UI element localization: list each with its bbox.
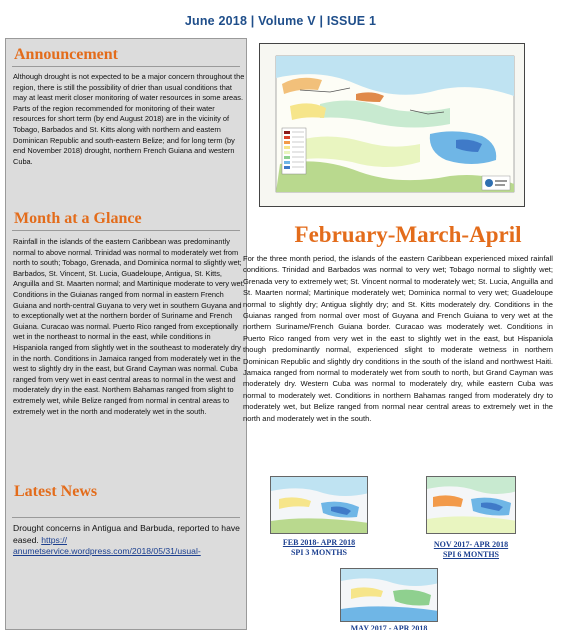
main-section-title: February-March-April (294, 222, 522, 247)
caption-index: SPI 6 MONTHS (442, 550, 499, 559)
divider (12, 66, 240, 67)
announcement-body: Although drought is not expected to be a major concern throughout the region, there is still the possibility of drier than usual conditions that may at least merit closer monitoring of water resources in some areas. Parts of the region recommended for monitoring of their water resources for short term (by end August 2018) are in the vicinity of Tobago, Barbados and St. Kitts along with northern and eastern Dominican Republic and south-eastern Belize; and for long term (by end November 2018) drought, northern French Guiana and western Cuba. (13, 72, 245, 166)
news-title: Latest News (14, 483, 98, 500)
spi-12-month-map (340, 568, 438, 622)
news-text: Drought concerns in Antigua and Barbuda, reported to have eased. (13, 523, 240, 545)
caption-spi-3 (262, 538, 376, 558)
divider (12, 230, 240, 231)
glance-body: Rainfall in the islands of the eastern Caribbean was predominantly normal to above normal. Trinidad was normal to moderately wet from north to south; Tobago, Grenada, and Dominica normal to slightly wet; Barbados, St. Vincent, St. Lucia, Guadeloupe, Antigua, St. Kitts, Anguilla and St. Maarten normal; and Martinique moderate to very wet. Conditions in the Guianas ranged from normal in eastern French Guiana and north-central Guyana to very wet in southern Guyana and to exceptionally wet at the northern border of Suriname and French Guiana. Curacao was normal. Puerto Rico ranged from exceptionally wet in the northeast to normal in the east, while conditions in Hispaniola ranged from slightly wet in the southeast to moderately dry in the north. Conditions in Jamaica ranged from moderately wet in the west to slightly dry in the east, but Grand Cayman was normal. Cuba ranged from very wet in east central areas to normal in the west and moderately dry in the east. Northern Bahamas ranged from slight to extremely wet, while Belize ranged from normal in central areas to extremely wet in the north and moderately wet in the south. (13, 237, 245, 416)
news-link[interactable]: anumetservice.wordpress.com/2018/05/31/usual- (13, 546, 201, 556)
spi-3-month-map (270, 476, 368, 534)
news-item (13, 523, 245, 558)
caption-period: NOV 2017- APR 2018 (433, 540, 509, 549)
caption-period: FEB 2018- APR 2018 (282, 538, 356, 547)
main-section-body: For the three month period, the islands of the eastern Caribbean experienced mixed rainfall conditions. Trinidad and Barbados was normal to very wet; Tobago normal to slightly wet; Grenada very to extremely wet; St. Vincent normal to moderately wet; St. Lucia, Anguilla and St. Maarten normal; Martinique moderately wet; Dominica normal to very wet; Guadeloupe normal to slightly dry; Antigua slightly dry; and St. Kitts moderately dry. Conditions in the Guianas ranged from normal over most of Guyana and French Guiana to very wet at the northern Suriname/French Guiana border. Curacao was moderately wet. Conditions in Puerto Rico ranged from very wet in the east to slightly wet in the east, but Hispaniola though predominantly normal, experienced slight to moderate wetness in northern Dominican Republic and slightly dry conditions in the south of the island and northwest Haiti. Jamaica ranged from normal to moderately wet from south to north, but Grand Cayman was moderately dry. Western Cuba was normal to moderately dry, while eastern Cuba was normal to moderately wet. Conditions in northern Bahamas ranged from moderately dry to moderately wet, but Belize ranged from normal near central areas to extremely wet in the north and moderately wet in the south. (243, 254, 553, 423)
thumbnail-map-image (427, 477, 516, 534)
caption-period: MAY 2017 - APR 2018 (350, 624, 428, 630)
sidebar-panel (5, 38, 247, 630)
thumbnail-map-image (341, 569, 438, 622)
glance-title: Month at a Glance (14, 210, 142, 227)
newsletter-header (0, 0, 561, 38)
divider (12, 517, 240, 518)
thumbnail-map-image (271, 477, 368, 534)
issue-line: June 2018 | Volume V | ISSUE 1 (184, 14, 377, 28)
spi-map-figure (259, 43, 525, 207)
announcement-title: Announcement (14, 46, 119, 63)
caption-index: SPI 3 MONTHS (290, 548, 347, 557)
spi-6-month-map (426, 476, 516, 534)
news-link-lead[interactable]: https:// (41, 534, 67, 545)
caption-spi-6 (414, 540, 528, 560)
caribbean-map-image (260, 44, 525, 207)
caption-spi-12 (332, 624, 446, 630)
